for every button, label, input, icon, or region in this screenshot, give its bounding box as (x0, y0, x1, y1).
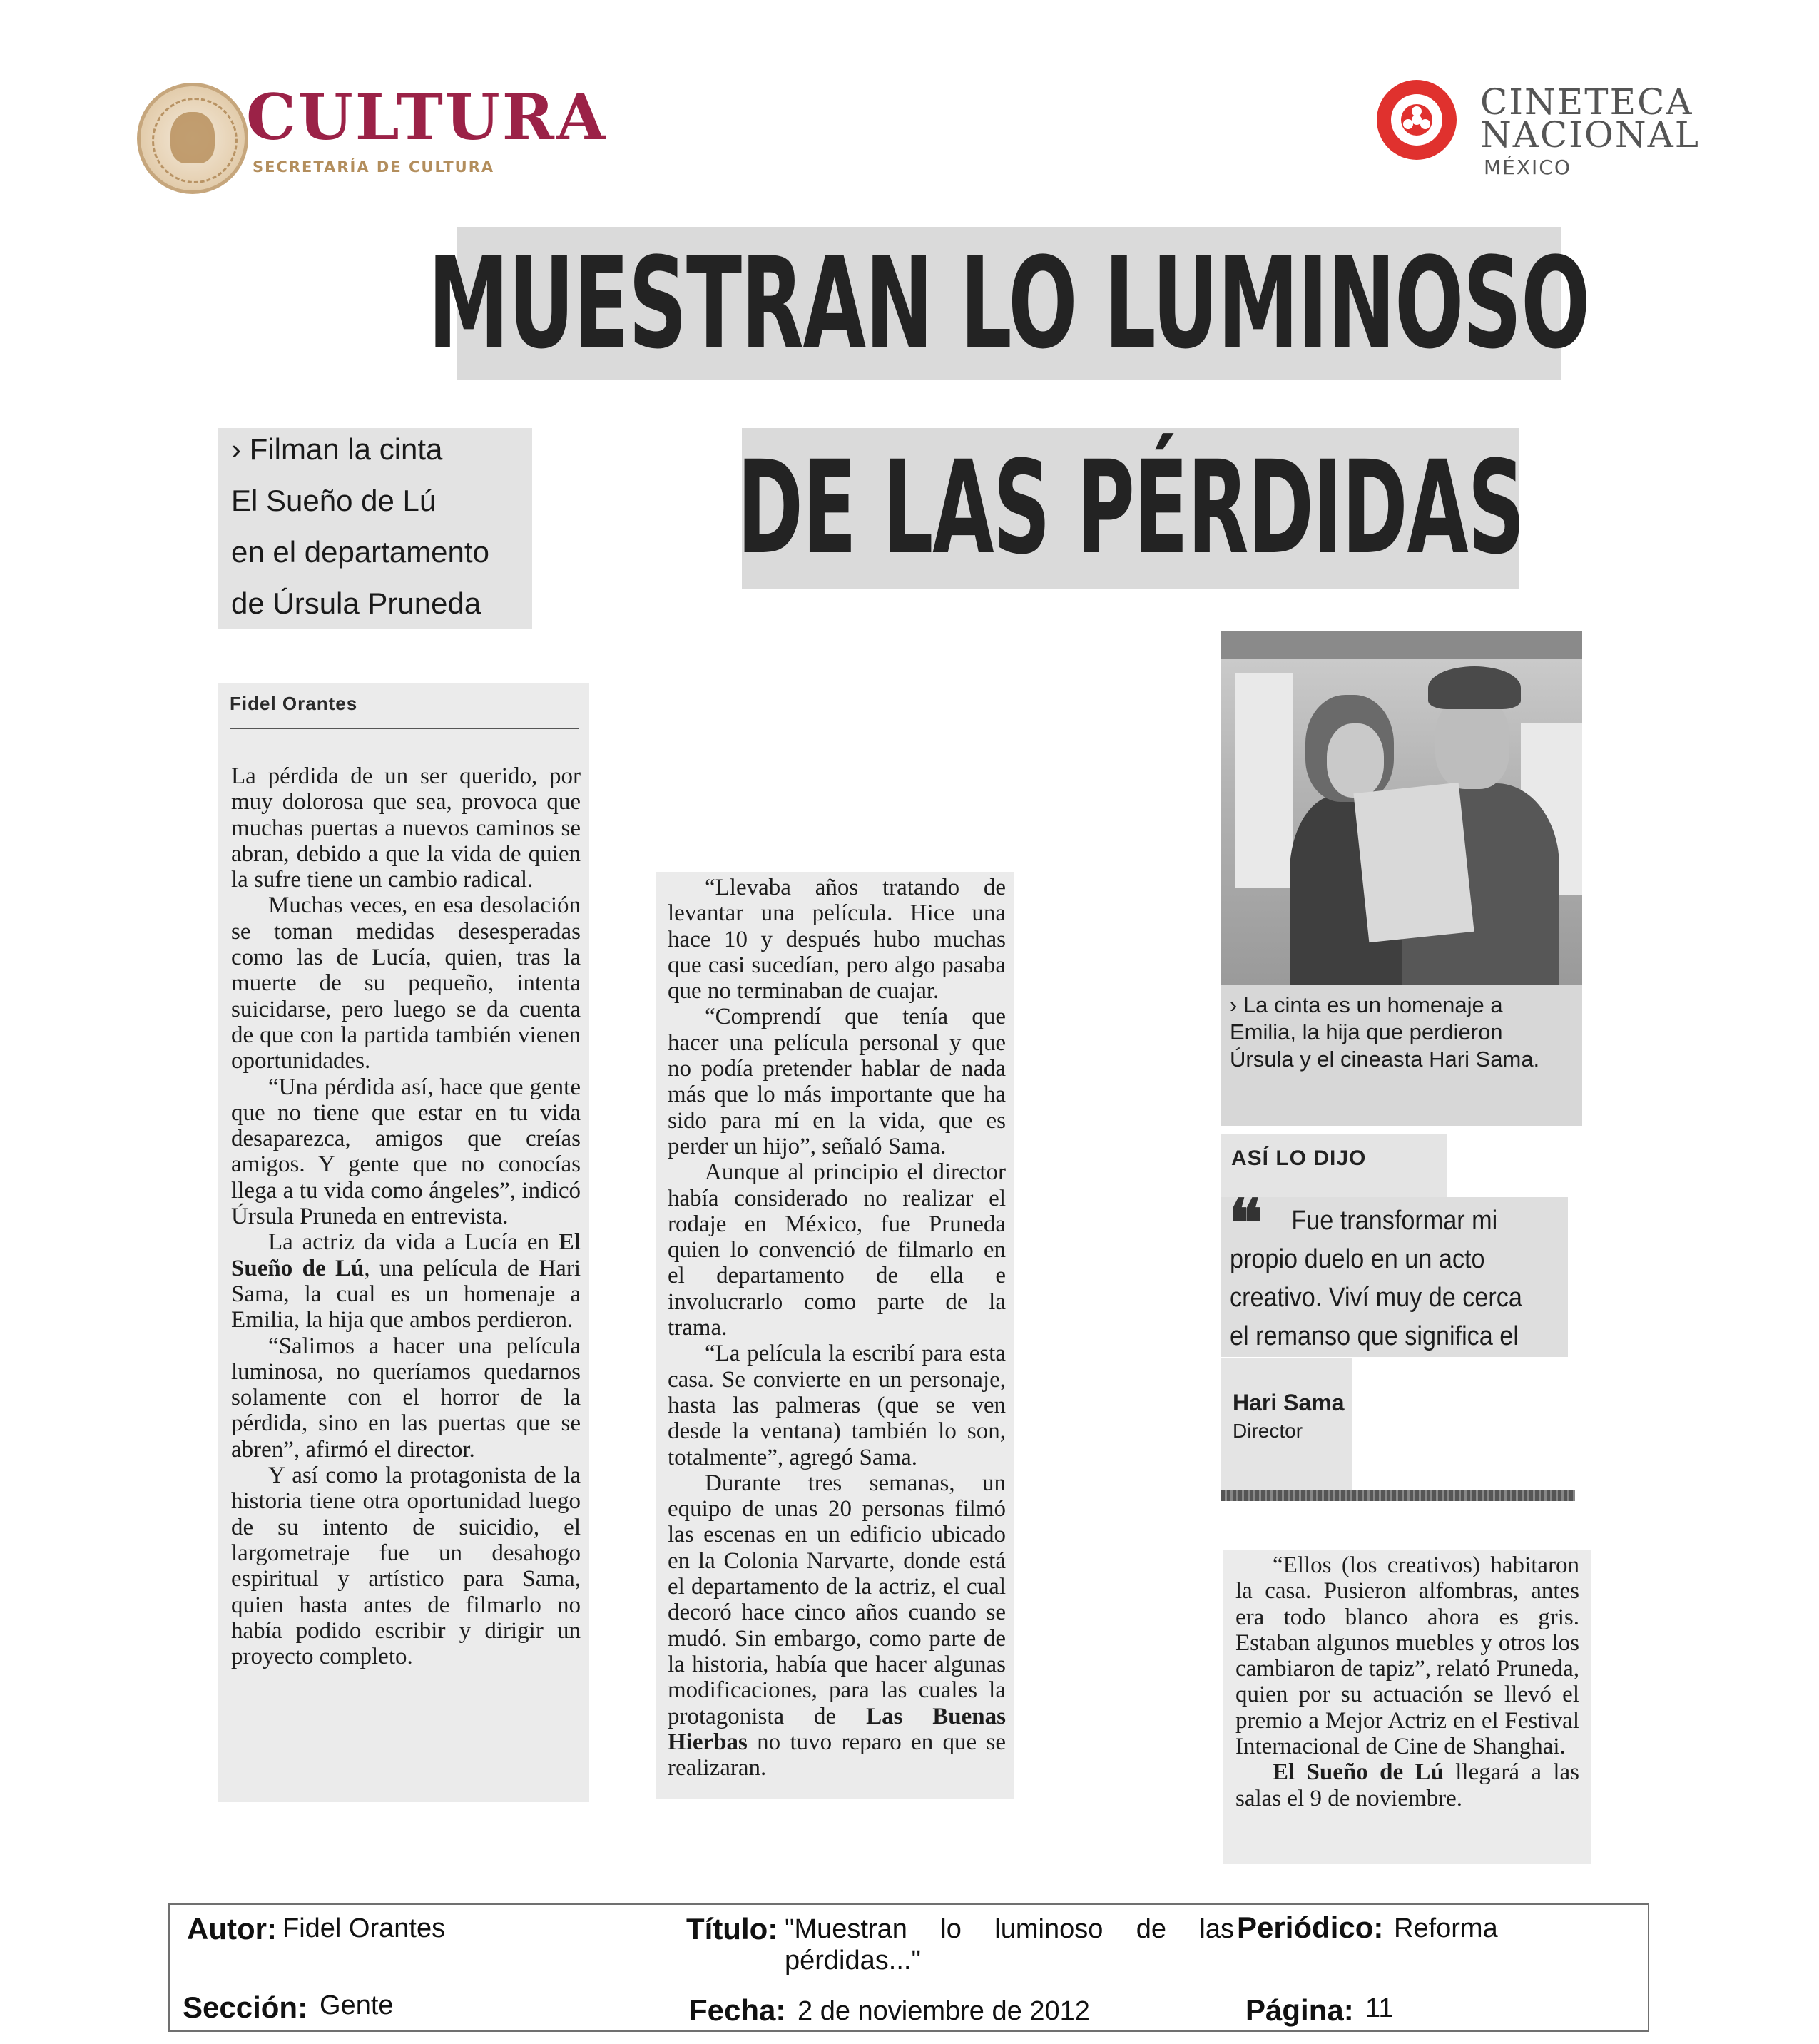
fecha-value: 2 de noviembre de 2012 (798, 1996, 1090, 2026)
article-photo (1221, 631, 1582, 985)
subhead-line: en el departamento (231, 535, 489, 569)
quote-box-label: ASÍ LO DIJO (1231, 1146, 1367, 1170)
pagina-value: 11 (1365, 1993, 1394, 2023)
byline-divider (230, 728, 579, 729)
poster-prop (1353, 783, 1474, 942)
film-title: Las Buenas Hierbas (668, 1703, 1007, 1755)
paragraph: Aunque al principio el director había considerado no realizar el rodaje en México, fue Pruneda quien lo convenció de filmarlo en el departamento de ella e involucrarlo como parte de la trama. (668, 1159, 1006, 1341)
subhead-line: › Filman la cinta (231, 432, 443, 466)
cultura-logo-subtitle: SECRETARÍA DE CULTURA (253, 158, 495, 176)
subhead-line: El Sueño de Lú (231, 484, 437, 517)
paragraph: “Comprendí que tenía que hacer una película personal y que no podía pretender hablar de nada más que lo más importante que ha sido para mí en la vida, que es perder un hijo”, señaló Sama. (668, 1004, 1006, 1159)
cineteca-logo-line2: NACIONAL (1480, 114, 1700, 156)
quote-author-role: Director (1233, 1420, 1303, 1442)
seccion-value: Gente (320, 1990, 394, 2020)
periodico-label: Periódico: (1237, 1911, 1384, 1944)
headline-line1: MUESTRAN LO LUMINOSO (427, 230, 1590, 377)
text-run: , una película de Hari Sama, la cual es un homenaje a Emilia, la hija que ambos perdieron. (231, 1255, 581, 1333)
seccion-label: Sección: (183, 1990, 308, 2024)
article-column-3 (1223, 1550, 1591, 1864)
paragraph (668, 1470, 1006, 1781)
titulo-value: "Muestran lo luminoso de las pérdidas..." (785, 1914, 1234, 1976)
photo-caption: › La cinta es un homenaje a Emilia, la hija que perdieron Úrsula y el cineasta Hari Sama. (1230, 992, 1540, 1072)
cineteca-logo-line1: CINETECA (1480, 81, 1693, 123)
article-column-2 (656, 872, 1014, 1799)
paragraph: “Llevaba años tratando de levantar una película. Hice una hace 10 y después hubo muchas que casi sucedían, pero algo pasaba que no terminaban de cuajar. (668, 875, 1006, 1005)
photo-caption-box (1221, 985, 1582, 1126)
headline-line1-box (427, 227, 1590, 380)
byline: Fidel Orantes (230, 693, 358, 714)
autor-label: Autor: (187, 1912, 277, 1946)
paragraph: Y así como la protagonista de la historia tiene otra oportunidad luego de su intento de suicidio, el largometraje fue un desahogo espiritual y artístico para Sama, quien hasta antes de filmarlo no había podido escribir y dirigir un proyecto completo. (231, 1463, 581, 1670)
cineteca-film-reel-icon (1377, 80, 1457, 160)
paragraph (1235, 1759, 1579, 1811)
quote-author: Hari Sama (1233, 1390, 1345, 1415)
text-run: llegará a las salas el 9 de noviembre. (1235, 1759, 1580, 1811)
article-column-1 (218, 683, 589, 1802)
paragraph: “Una pérdida así, hace que gente que no tiene que estar en tu vida desaparezca, amigos que creías amigos. Y gente que no conocías llega a tu vida como ángeles”, indicó Úrsula Pruneda en entrevista. (231, 1074, 581, 1230)
text-run: no tuvo reparo en que se realizaran. (668, 1729, 1006, 1781)
quote-divider (1221, 1490, 1575, 1501)
paragraph: La pérdida de un ser querido, por muy dolorosa que sea, provoca que muchas puertas a nuevos caminos se abran, debido a que la vida de quien la sufre tiene un cambio radical. (231, 763, 581, 893)
eagle-icon (170, 112, 215, 163)
subhead-line: de Úrsula Pruneda (231, 586, 482, 620)
paragraph (231, 1229, 581, 1333)
metadata-table (168, 1903, 1649, 2032)
text-run: Durante tres semanas, un equipo de unas 20 personas filmó las escenas en un edificio ubicado en la Colonia Narvarte, donde está el departamento de la actriz, el cual decoró hace cinco años cuando se mudó. Sin embargo, como parte de la historia, había que hacer algunas modificaciones, para las cuales la protagonista de (668, 1470, 1006, 1729)
film-title: El Sueño de Lú (1273, 1759, 1444, 1786)
paragraph: “La película la escribí para esta casa. Se convierte en un personaje, hasta las palmeras (que se ven desde la ventana) también lo son, totalmente”, agregó Sama. (668, 1341, 1006, 1470)
film-title: El Sueño de Lú (231, 1229, 581, 1281)
periodico-value: Reforma (1394, 1913, 1498, 1943)
mexico-seal-logo (137, 83, 248, 194)
fecha-label: Fecha: (689, 1993, 786, 2027)
paragraph: “Ellos (los creativos) habitaron la casa. Pusieron alfombras, antes era todo blanco ahora es gris. Estaban algunos muebles y otros los cambiaron de tapiz”, relató Pruneda, quien por su actuación se llevó el premio a Mejor Actriz en el Festival Internacional de Cine de Shanghai. (1235, 1552, 1579, 1760)
subheadline (218, 428, 532, 629)
paragraph: Muchas veces, en esa desolación se toman medidas desesperadas como las de Lucía, quien, tras la muerte de su pequeño, intenta suicidarse, pero luego se da cuenta de que con la partida también vienen oportunidades. (231, 893, 581, 1074)
pagina-label: Página: (1245, 1993, 1354, 2027)
text-run: La actriz da vida a Lucía en (268, 1229, 559, 1256)
autor-value: Fidel Orantes (282, 1913, 446, 1943)
headline-line2-box (737, 428, 1524, 589)
paragraph: “Salimos a hacer una película luminosa, no queríamos quedarnos solamente con el horror de la pérdida, sino en las puertas que se abren”, afirmó el director. (231, 1333, 581, 1463)
titulo-label: Título: (686, 1912, 778, 1946)
cultura-logo-text: CULTURA (246, 80, 608, 154)
quote-text: Fue transformar mi propio duelo en un acto creativo. Viví muy de cerca el remanso que significa el (1230, 1206, 1522, 1351)
cineteca-logo-line3: MÉXICO (1484, 156, 1571, 179)
headline-line2: DE LAS PÉRDIDAS (737, 434, 1524, 583)
quote-mark-icon: ❝ (1228, 1188, 1263, 1259)
